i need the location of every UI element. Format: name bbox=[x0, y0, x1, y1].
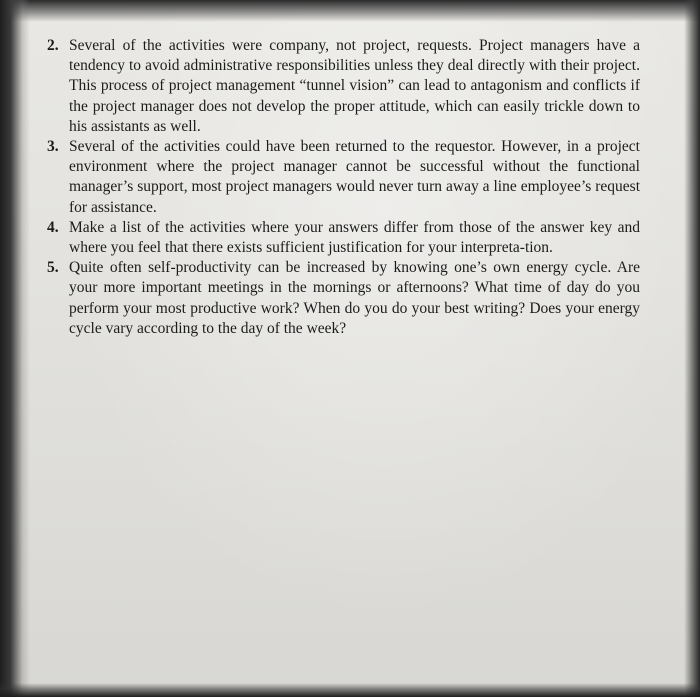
exercise-text: Make a list of the activities where your answers differ from those of the answer key and where you feel that there exists sufficient justification for your interpreta-tion. bbox=[69, 218, 640, 257]
exercise-text: Several of the activities could have been returned to the requestor. However, in a project environment where the project manager cannot be successful without the functional manager’s support, most project managers would never turn away a line employee’s request for assistance. bbox=[69, 138, 640, 216]
exercise-number: 3. bbox=[47, 138, 59, 156]
photo-edge-shadow-left bbox=[0, 0, 30, 697]
photo-edge-shadow-bottom bbox=[0, 683, 700, 697]
exercise-number: 5. bbox=[47, 259, 59, 277]
exercise-text: Several of the activities were company, not project, requests. Project managers have a tendency to avoid administrative responsibilities unless they deal directly with their project. This process of project management “tunnel vision” can lead to antagonism and conflicts if the project manager does not develop the proper attitude, which can easily trickle down to his assistants as well. bbox=[69, 37, 640, 135]
exercise-item-3 bbox=[40, 137, 640, 218]
exercise-number: 2. bbox=[47, 37, 59, 54]
exercise-item-5 bbox=[40, 258, 640, 339]
exercise-list bbox=[40, 36, 640, 339]
exercise-number: 4. bbox=[47, 218, 59, 236]
exercise-item-4 bbox=[40, 218, 640, 258]
photo-edge-shadow-top bbox=[0, 0, 700, 22]
photo-edge-shadow-right bbox=[684, 0, 700, 697]
exercise-text: Quite often self-productivity can be increased by knowing one’s own energy cycle. Are your more important meetings in the mornings or afternoons? What time of day do you perform your most productive work? When do you do your best writing? Does your energy cycle vary according to the day of the week? bbox=[69, 259, 640, 337]
exercise-item-2 bbox=[40, 36, 640, 137]
